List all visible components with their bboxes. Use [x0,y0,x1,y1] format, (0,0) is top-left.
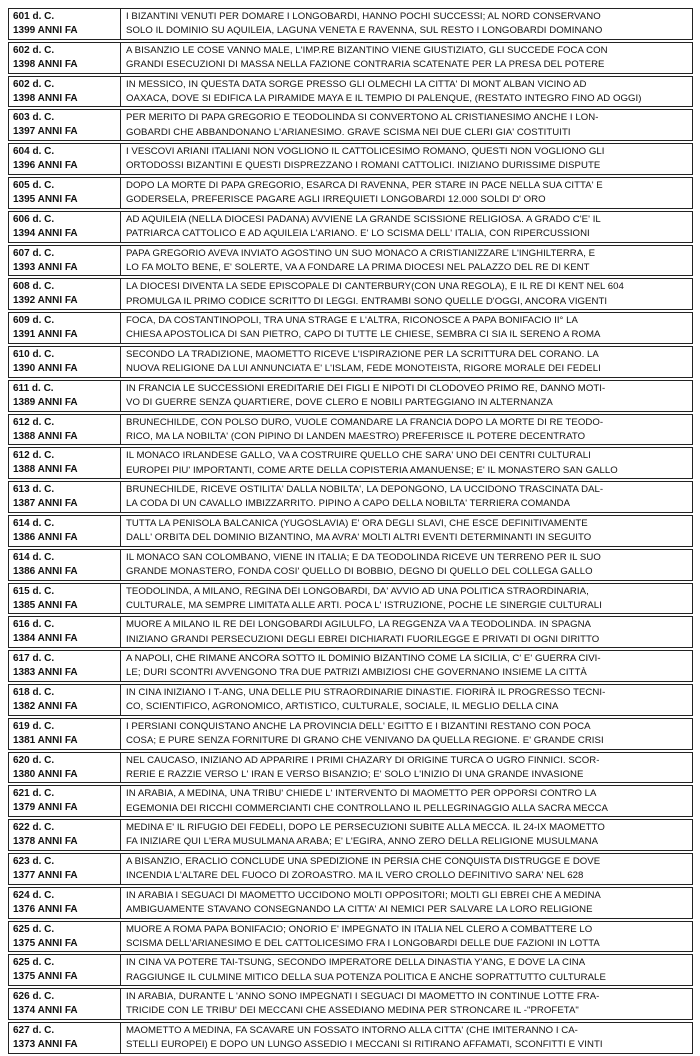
year-label: 619 d. C. [13,720,55,732]
date-cell [9,43,121,73]
date-cell [9,313,121,343]
event-line-1: IN FRANCIA LE SUCCESSIONI EREDITARIE DEI FIGLI E NIPOTI DI CLODOVEO PRIMO RE, DANNO MOTI- [126,382,606,394]
timeline-row [8,650,693,682]
event-text [121,685,692,715]
event-line-2: GOBARDI CHE ABBANDONANO L'ARIANESIMO. GRAVE SCISMA NEI DUE CLERI GIA' COSTITUITI [126,126,571,138]
year-label: 613 d. C. [13,484,55,496]
years-ago-label: 1388 ANNI FA [13,464,78,476]
event-line-1: I PERSIANI CONQUISTANO ANCHE LA PROVINCIA DELL' EGITTO E I BIZANTINI RESTANO CON POCA [126,720,591,732]
event-line-1: LA DIOCESI DIVENTA LA SEDE EPISCOPALE DI CANTERBURY(CON UNA REGOLA), E IL RE DI KENT NEL 604 [126,281,624,293]
date-cell [9,584,121,614]
date-cell [9,77,121,107]
timeline-row [8,278,693,310]
date-cell [9,516,121,546]
years-ago-label: 1382 ANNI FA [13,700,78,712]
event-line-2: CO, SCIENTIFICO, AGRONOMICO, ARTISTICO, CULTURALE, SOCIALE, IL MEGLIO DELLA CINA [126,701,559,713]
date-cell [9,955,121,985]
event-text [121,989,692,1019]
year-label: 616 d. C. [13,619,55,631]
date-cell [9,347,121,377]
event-text [121,246,692,276]
date-cell [9,482,121,512]
timeline-row [8,684,693,716]
year-label: 607 d. C. [13,247,55,259]
year-label: 601 d. C. [13,11,55,22]
date-cell [9,178,121,208]
event-line-1: FOCA, DA COSTANTINOPOLI, TRA UNA STRAGE E L'ALTRA, RICONOSCE A PAPA BONIFACIO II° LA [126,315,578,327]
year-label: 624 d. C. [13,889,55,901]
event-text [121,888,692,918]
years-ago-label: 1386 ANNI FA [13,565,78,577]
year-label: 617 d. C. [13,653,55,665]
event-line-2: PROMULGA IL PRIMO CODICE SCRITTO DI LEGGI. ENTRAMBI SONO QUELLE D'OGGI, ANCORA VIGENTI [126,295,608,307]
year-label: 615 d. C. [13,585,55,597]
event-line-1: IL MONACO SAN COLOMBANO, VIENE IN ITALIA; E DA TEODOLINDA RICEVE UN TERRENO PER IL SUO [126,551,601,563]
event-line-1: IN CINA VA POTERE TAI-TSUNG, SECONDO IMPERATORE DELLA DINASTIA Y'ANG, E DOVE LA CINA [126,957,586,969]
year-label: 603 d. C. [13,112,55,124]
timeline-sheet [8,8,693,1056]
event-line-2: RAGGIUNGE IL CULMINE MITICO DELLA SUA POTENZA POLITICA E ANCHE SOPRATTUTTO CULTURALE [126,971,606,983]
year-label: 625 d. C. [13,957,55,969]
year-label: 602 d. C. [13,78,55,90]
year-label: 627 d. C. [13,1024,55,1036]
years-ago-label: 1397 ANNI FA [13,126,78,138]
year-label: 608 d. C. [13,281,55,293]
timeline-row [8,583,693,615]
timeline-row [8,921,693,953]
event-line-1: I VESCOVI ARIANI ITALIANI NON VOGLIONO IL CATTOLICESIMO ROMANO, QUESTI NON VOGLIONO GLI [126,146,605,158]
date-cell [9,144,121,174]
timeline-row [8,245,693,277]
event-line-2: EUROPEI PIU' IMPORTANTI, COME ARTE DELLA COPISTERIA AMANUENSE; E' IL MONASTERO SAN GALLO [126,464,618,476]
year-label: 625 d. C. [13,923,55,935]
date-cell [9,212,121,242]
timeline-row [8,515,693,547]
years-ago-label: 1398 ANNI FA [13,92,78,104]
date-cell [9,1023,121,1053]
event-text [121,448,692,478]
years-ago-label: 1375 ANNI FA [13,971,78,983]
event-line-1: AD AQUILEIA (NELLA DIOCESI PADANA) AVVIENE LA GRANDE SCISSIONE RELIGIOSA. A GRADO C'E' IL [126,213,601,225]
event-text [121,922,692,952]
event-line-1: PAPA GREGORIO AVEVA INVIATO AGOSTINO UN SUO MONACO A CRISTIANIZZARE L'INGHILTERRA, E [126,247,596,259]
years-ago-label: 1392 ANNI FA [13,295,78,307]
date-cell [9,922,121,952]
event-text [121,110,692,140]
date-cell [9,9,121,39]
event-text [121,313,692,343]
date-cell [9,381,121,411]
timeline-row [8,718,693,750]
years-ago-label: 1388 ANNI FA [13,430,78,442]
years-ago-label: 1379 ANNI FA [13,802,78,814]
event-line-1: PER MERITO DI PAPA GREGORIO E TEODOLINDA SI CONVERTONO AL CRISTIANESIMO ANCHE I LON- [126,112,599,124]
event-line-2: LA CODA DI UN CAVALLO IMBIZZARRITO. PIPINO A CAPO DELLA NOBILTA' TERRIERA COMANDA [126,498,571,510]
event-line-1: IN MESSICO, IN QUESTA DATA SORGE PRESSO GLI OLMECHI LA CITTA' DI MONT ALBAN VICINO AD [126,78,587,90]
years-ago-label: 1383 ANNI FA [13,667,78,679]
event-line-1: MUORE A MILANO IL RE DEI LONGOBARDI AGILULFO, LA REGGENZA VA A TEODOLINDA. IN SPAGNA [126,619,592,631]
event-line-2: TRICIDE CON LE TRIBU' DEI MECCANI CHE ASSEDIANO MEDINA PER STRONCARE IL -"PROFETA" [126,1005,579,1017]
event-line-2: COSA; E PURE SENZA FORNITURE DI GRANO CHE VENIVANO DA QUELLA REGIONE. E' GRANDE CRISI [126,734,604,746]
year-label: 610 d. C. [13,348,55,360]
date-cell [9,719,121,749]
date-cell [9,820,121,850]
years-ago-label: 1381 ANNI FA [13,734,78,746]
event-text [121,144,692,174]
event-text [121,651,692,681]
years-ago-label: 1385 ANNI FA [13,599,78,611]
event-line-2: DALL' ORBITA DEL DOMINIO BIZANTINO, MA AVRA' MOLTI ALTRI EVENTI DETERMINANTI IN SEGUITO [126,532,592,544]
years-ago-label: 1394 ANNI FA [13,227,78,239]
event-line-1: A BISANZIO, ERACLIO CONCLUDE UNA SPEDIZIONE IN PERSIA CHE CONQUISTA DISTRUGGE E DOVE [126,855,601,867]
year-label: 604 d. C. [13,146,55,158]
year-label: 602 d. C. [13,44,55,56]
event-text [121,9,692,39]
years-ago-label: 1393 ANNI FA [13,261,78,273]
years-ago-label: 1376 ANNI FA [13,903,78,915]
event-line-2: INIZIANO GRANDI PERSECUZIONI DEGLI EBREI DICHIARATI FUORILEGGE E PRIVATI DI OGNI DIRITTO [126,633,600,645]
event-text [121,482,692,512]
event-line-2: CHIESA APOSTOLICA DI SAN PIETRO, CAPO DI TUTTE LE CHIESE, SEMBRA CI SIA IL SERENO A ROMA [126,329,601,341]
timeline-row [8,8,693,40]
date-cell [9,550,121,580]
event-line-2: SCISMA DELL'ARIANESIMO E DEL CATTOLICESIMO FRA I LONGOBARDI DELLE DUE FAZIONI IN LOTTA [126,937,600,949]
years-ago-label: 1378 ANNI FA [13,836,78,848]
timeline-row [8,76,693,108]
event-text [121,786,692,816]
year-label: 606 d. C. [13,213,55,225]
event-line-2: STELLI EUROPEI) E DOPO UN LUNGO ASSEDIO I MECCANI SI RITIRANO AFFAMATI, SCONFITTI E VINTI [126,1039,603,1051]
years-ago-label: 1377 ANNI FA [13,869,78,881]
timeline-row [8,785,693,817]
date-cell [9,685,121,715]
timeline-row [8,109,693,141]
timeline-row [8,177,693,209]
years-ago-label: 1375 ANNI FA [13,937,78,949]
event-line-1: A BISANZIO LE COSE VANNO MALE, L'IMP.RE BIZANTINO VIENE GIUSTIZIATO, GLI SUCCEDE FOCA CON [126,44,608,56]
event-line-2: OAXACA, DOVE SI EDIFICA LA PIRAMIDE MAYA E IL TEMPIO DI PALENQUE, (RESTATO INTEGRO FINO AD OGGI) [126,92,642,104]
timeline-row [8,481,693,513]
event-line-2: CULTURALE, MA SEMPRE LIMITATA ALLE ARTI. POCA L' ISTRUZIONE, POCHE LE SINERGIE CULTURALI [126,599,602,611]
date-cell [9,651,121,681]
timeline-row [8,1022,693,1054]
event-line-1: BRUNECHILDE, RICEVE OSTILITA' DALLA NOBILTA', LA DEPONGONO, LA UCCIDONO TRASCINATA DAL- [126,484,604,496]
event-line-2: PATRIARCA CATTOLICO E AD AQUILEIA L'ARIANO. E' LO SCISMA DELL' ITALIA, CON RIPERCUSSIONI [126,227,590,239]
event-line-2: NUOVA RELIGIONE DA LUI ANNUNCIATA E' L'ISLAM, FEDE MONOTEISTA, RIGORE MORALE DEI FEDELI [126,363,601,375]
timeline-row [8,819,693,851]
event-line-2: VO DI GUERRE SENZA QUARTIERE, DOVE CLERO E NOBILI PARTEGGIANO IN ALTERNANZA [126,396,553,408]
event-text [121,550,692,580]
date-cell [9,246,121,276]
date-cell [9,279,121,309]
timeline-row [8,549,693,581]
timeline-row [8,346,693,378]
event-text [121,347,692,377]
event-text [121,279,692,309]
year-label: 605 d. C. [13,179,55,191]
event-line-1: TEODOLINDA, A MILANO, REGINA DEI LONGOBARDI, DA' AVVIO AD UNA POLITICA STRAORDINARIA, [126,585,589,597]
event-line-1: IN ARABIA I SEGUACI DI MAOMETTO UCCIDONO MOLTI OPPOSITORI; MOLTI GLI EBREI CHE A MEDINA [126,889,601,901]
event-line-2: GRANDE MONASTERO, FONDA COSI' QUELLO DI BOBBIO, DEGNO DI QUELLO DEL COLLEGA GALLO [126,565,593,577]
timeline-row [8,447,693,479]
year-label: 612 d. C. [13,416,55,428]
event-line-1: IN CINA INIZIANO I T-ANG, UNA DELLE PIU STRAORDINARIE DINASTIE. FIORIRÀ IL PROGRESSO TECNI- [126,686,606,698]
years-ago-label: 1396 ANNI FA [13,160,78,172]
year-label: 614 d. C. [13,551,55,563]
timeline-row [8,887,693,919]
event-text [121,854,692,884]
event-line-2: GRANDI ESECUZIONI DI MASSA NELLA FAZIONE CONTRARIA SCATENATE PER LA PRESA DEL POTERE [126,59,605,70]
timeline-row [8,312,693,344]
year-label: 620 d. C. [13,754,55,766]
event-line-2: INCENDIA L'ALTARE DEL FUOCO DI ZOROASTRO. MA IL VERO CROLLO DEFINITIVO SARA' NEL 628 [126,870,584,882]
event-line-2: AMBIGUAMENTE STAVANO CONSEGNANDO LA CITTA' AI NEMICI PER SALVARE LA LORO RELIGIONE [126,903,593,915]
event-line-2: EGEMONIA DEI RICCHI COMMERCIANTI CHE CONTROLLANO IL PELLEGRINAGGIO ALLA SACRA MECCA [126,802,608,814]
event-line-2: GODERSELA, PREFERISCE PAGARE AGLI IRREQUIETI LONGOBARDI 12.000 SOLDI D' ORO [126,194,546,206]
event-line-2: LO FA MOLTO BENE, E' SOLERTE, VA A FONDARE LA PRIMA DIOCESI NEL PALAZZO DEL RE DI KENT [126,261,590,273]
year-label: 609 d. C. [13,315,55,327]
event-text [121,753,692,783]
years-ago-label: 1399 ANNI FA [13,25,78,36]
years-ago-label: 1398 ANNI FA [13,58,78,70]
year-label: 614 d. C. [13,517,55,529]
years-ago-label: 1387 ANNI FA [13,498,78,510]
event-text [121,77,692,107]
years-ago-label: 1380 ANNI FA [13,768,78,780]
event-text [121,719,692,749]
date-cell [9,786,121,816]
year-label: 611 d. C. [13,382,54,394]
event-text [121,381,692,411]
event-line-1: MAOMETTO A MEDINA, FA SCAVARE UN FOSSATO INTORNO ALLA CITTA' (CHE IMITERANNO I CA- [126,1024,578,1036]
event-line-1: NEL CAUCASO, INIZIANO AD APPARIRE I PRIMI CHAZARY DI ORIGINE TURCA O UGRO FINNICI. SCOR- [126,754,600,766]
year-label: 621 d. C. [13,788,55,800]
timeline-row [8,211,693,243]
event-line-1: TUTTA LA PENISOLA BALCANICA (YUGOSLAVIA) E' ORA DEGLI SLAVI, CHE ESCE DEFINITIVAMENTE [126,517,588,529]
event-line-1: MUORE A ROMA PAPA BONIFACIO; ONORIO E' IMPEGNATO IN ITALIA NEL CLERO A COMBATTERE LO [126,923,593,935]
event-text [121,617,692,647]
event-line-2: LE; DURI SCONTRI AVVENGONO TRA DUE PATRIZI AMBIZIOSI CHE GOVERNANO INSIEME LA CITTÀ [126,667,587,679]
date-cell [9,415,121,445]
event-line-1: MEDINA E' IL RIFUGIO DEI FEDELI, DOPO LE PERSECUZIONI SUBITE ALLA MECCA. IL 24-IX MAOMETTO [126,822,605,834]
year-label: 612 d. C. [13,450,55,462]
year-label: 622 d. C. [13,822,55,834]
event-line-1: IN ARABIA, DURANTE L 'ANNO SONO IMPEGNATI I SEGUACI DI MAOMETTO IN CONTINUE LOTTE FRA- [126,991,600,1003]
event-text [121,955,692,985]
timeline-row [8,414,693,446]
year-label: 626 d. C. [13,991,55,1003]
year-label: 623 d. C. [13,855,55,867]
event-text [121,516,692,546]
years-ago-label: 1386 ANNI FA [13,531,78,543]
year-label: 618 d. C. [13,686,55,698]
event-text [121,43,692,73]
date-cell [9,888,121,918]
timeline-row [8,143,693,175]
event-text [121,212,692,242]
event-line-1: I BIZANTINI VENUTI PER DOMARE I LONGOBARDI, HANNO POCHI SUCCESSI; AL NORD CONSERVANO [126,11,601,22]
date-cell [9,989,121,1019]
event-line-2: SOLO IL DOMINIO SU AQUILEIA, LAGUNA VENETA E RAVENNA, SUL RESTO I LONGOBARDI DOMINANO [126,25,603,37]
date-cell [9,854,121,884]
years-ago-label: 1390 ANNI FA [13,362,78,374]
timeline-row [8,752,693,784]
event-line-1: A NAPOLI, CHE RIMANE ANCORA SOTTO IL DOMINIO BIZANTINO COME LA SICILIA, C' E' GUERRA CIVI- [126,653,601,665]
event-line-2: RERIE E RAZZIE VERSO L' IRAN E VERSO BISANZIO; E' SOLO L'INIZIO DI UNA GRANDE INVASIONE [126,768,584,780]
years-ago-label: 1374 ANNI FA [13,1005,78,1017]
date-cell [9,753,121,783]
timeline-row [8,616,693,648]
event-text [121,1023,692,1053]
event-text [121,584,692,614]
years-ago-label: 1391 ANNI FA [13,329,78,341]
event-line-2: ORTODOSSI BIZANTINI E QUESTI DISPREZZANO I ROMANI CATTOLICI. INIZIANO DURISSIME DISPUTE [126,160,601,172]
date-cell [9,110,121,140]
timeline-row [8,42,693,74]
event-text [121,820,692,850]
timeline-row [8,853,693,885]
years-ago-label: 1373 ANNI FA [13,1038,78,1050]
years-ago-label: 1389 ANNI FA [13,396,78,408]
event-text [121,415,692,445]
event-line-1: DOPO LA MORTE DI PAPA GREGORIO, ESARCA DI RAVENNA, PER STARE IN PACE NELLA SUA CITTA' E [126,179,603,191]
timeline-row [8,954,693,986]
years-ago-label: 1395 ANNI FA [13,193,78,205]
event-line-1: IN ARABIA, A MEDINA, UNA TRIBU' CHIEDE L' INTERVENTO DI MAOMETTO PER OPPORSI CONTRO LA [126,788,597,800]
event-line-2: FA INIZIARE QUI L'ERA MUSULMANA ARABA; E' L'EGIRA, ANNO ZERO DELLA RELIGIONE MUSULMANA [126,836,599,848]
date-cell [9,448,121,478]
timeline-row [8,988,693,1020]
event-line-1: BRUNECHILDE, CON POLSO DURO, VUOLE COMANDARE LA FRANCIA DOPO LA MORTE DI RE TEODO- [126,416,604,428]
years-ago-label: 1384 ANNI FA [13,633,78,645]
event-line-1: IL MONACO IRLANDESE GALLO, VA A COSTRUIRE QUELLO CHE SARA' UNO DEI CENTRI CULTURALI [126,450,591,462]
event-text [121,178,692,208]
event-line-2: RICO, MA LA NOBILTA' (CON PIPINO DI LANDEN MAESTRO) PREFERISCE IL POTERE DECENTRATO [126,430,586,442]
timeline-row [8,380,693,412]
date-cell [9,617,121,647]
event-line-1: SECONDO LA TRADIZIONE, MAOMETTO RICEVE L'ISPIRAZIONE PER LA SCRITTURA DEL CORANO. LA [126,348,599,360]
